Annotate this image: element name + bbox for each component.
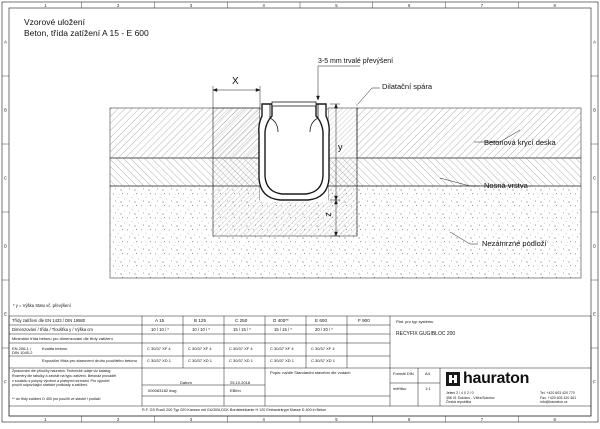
border-row-label: B <box>593 107 596 113</box>
product-name: RECYFIX GUGIBLOC 200 <box>396 331 456 337</box>
format-value: A4 <box>425 371 430 376</box>
dimension-y-label: y <box>338 142 343 152</box>
hauraton-logo-mark <box>446 372 460 386</box>
border-column-label: 7 <box>480 2 484 8</box>
border-row-label: A <box>4 39 7 45</box>
title-bottom: R.F. GS RuaX 200 Typ 020 Kanseo mit GUGIBLOCK Bordsteinkante H 120 Einbauiekrypt Klasse D 400 in Beton <box>142 408 327 412</box>
border-column-label: 3 <box>189 2 193 8</box>
table-label-row4a: EN 206-1 / DIN 1045-2 <box>12 346 33 355</box>
note-line: Rozměry dle tabulky a závislé na typu zatížení. Betonáž provádět <box>12 373 117 378</box>
border-row-label: B <box>4 107 7 113</box>
company-address <box>446 392 495 405</box>
border-column-label: 1 <box>44 2 47 8</box>
callout-concrete: Betonová krycí deska <box>484 138 556 147</box>
contact-line: Tel. +420 603 420 770 <box>540 391 575 395</box>
product-label: Plat. pro typ systému <box>396 319 434 324</box>
border-row-label: C <box>592 175 597 181</box>
dimension-x-label: X <box>232 76 239 87</box>
class-e600: E 600 <box>315 318 328 323</box>
class-c250: C 250 <box>235 318 248 323</box>
table-label-row5: Expoziční třída pro stanovení druhu použitého betonu <box>42 358 137 363</box>
concrete-a-e600: C 30/37 XF 4 <box>311 346 335 351</box>
table-notes <box>12 370 140 388</box>
company-contact <box>540 392 576 405</box>
note-line: v souladu s pokyny výrobce a platnými normami. Pro výpočet <box>12 378 110 383</box>
border-row-label: E <box>593 311 596 317</box>
dimension-x <box>213 86 260 108</box>
border-column-label: 3 <box>189 417 193 422</box>
address-line: 356 01 Sokolov - Vítěz/Sokolov <box>446 395 495 400</box>
border-column-label: 5 <box>335 2 338 8</box>
concrete-a-c250: C 30/37 XF 4 <box>229 346 253 351</box>
concrete-b-d400: C 30/37 XD 1 <box>270 358 295 363</box>
callout-overlay: 3-5 mm trvalé převýšení <box>318 58 394 65</box>
note-line: Zpracování dle příručky hauraton. Technické údaje viz katalog. <box>12 369 112 373</box>
date-label: Datum <box>180 380 192 385</box>
border-row-label: D <box>592 243 597 249</box>
scale-label: měřítko <box>393 386 407 391</box>
border-row-label: E <box>4 311 7 317</box>
format-label: Formát DIN <box>393 371 414 376</box>
drawing-subtitle: Beton, třída zatížení A 15 - E 600 <box>24 28 149 38</box>
callout-joint: Dilatační spára <box>382 82 433 91</box>
drawing-title: Vzorové uložení <box>24 17 85 27</box>
concrete-b-a15: C 30/37 XD 1 <box>147 358 172 363</box>
concrete-b-c250: C 30/37 XD 1 <box>229 358 254 363</box>
border-column-label: 8 <box>553 417 556 422</box>
concrete-b-b125: C 30/37 XD 1 <box>188 358 213 363</box>
callout-base: Nosná vrstva <box>484 181 528 190</box>
border-column-label: 2 <box>116 2 120 8</box>
date-value: 25.10.2018 <box>230 380 251 385</box>
concrete-a-a15: C 30/37 XF 4 <box>147 346 171 351</box>
dim-e600: 20 / 20 / * <box>315 327 333 332</box>
footnote-bottom: ** do třídy zatížení D 400 pro použití ve stavbě i podlaží <box>12 397 101 401</box>
dimension-z-label: z <box>322 212 333 217</box>
channel-grating <box>272 102 316 106</box>
table-label-row3: Minimální třída betonu pro dimenzování dle třídy zatížení <box>12 336 113 341</box>
concrete-a-d400: C 30/37 XF 4 <box>270 346 294 351</box>
callout-subsoil: Nezámrzné podloží <box>482 239 547 248</box>
table-label-row2: Dimenzování / třída / Tloušťka y / Výška cm <box>12 327 93 332</box>
concrete-a-b125: C 30/37 XF 4 <box>188 346 212 351</box>
border-column-label: 2 <box>116 417 120 422</box>
concrete-slab-right <box>357 108 581 158</box>
class-a15: A 15 <box>155 318 165 323</box>
footnote-top: * y = Výška Statu vč. převýšení <box>13 303 71 308</box>
border-row-label: D <box>3 243 8 249</box>
border-column-label: 4 <box>262 417 265 422</box>
table-label-row4b: Kvalita betonu <box>42 346 68 351</box>
class-b125: B 125 <box>194 318 207 323</box>
standard-label: Popis: na/dle Standardní stavební dle vodách <box>270 370 351 375</box>
border-column-label: 1 <box>44 417 47 422</box>
address-line: Česká republika <box>446 400 472 404</box>
company-brand: hauraton <box>463 370 530 387</box>
border-column-label: 8 <box>553 2 556 8</box>
dim-c250: 15 / 15 / * <box>233 327 251 332</box>
border-column-label: 6 <box>407 2 411 8</box>
drawn-by: EBihn <box>230 388 241 393</box>
border-row-label: F <box>593 379 596 385</box>
contact-line: Fax. +420 603 420 461 <box>540 395 577 400</box>
border-column-label: 6 <box>407 417 411 422</box>
dim-a15: 10 / 10 / * <box>151 327 169 332</box>
table-label-row1: Třídy zatížení dle EN 1433 / DIN 19580 <box>12 318 86 323</box>
address-line: Jeleni 2 / 4 0 2 / 0 <box>446 391 474 395</box>
border-column-label: 7 <box>480 417 484 422</box>
border-column-label: 5 <box>335 417 338 422</box>
contact-line: info@hauraton.cz <box>540 400 568 404</box>
drawing-number: 000083182 dwg <box>148 388 177 393</box>
dim-b125: 10 / 10 / * <box>192 327 210 332</box>
scale-value: 1:1 <box>425 386 431 391</box>
class-d400: D 400** <box>273 318 289 323</box>
border-row-label: F <box>4 379 7 385</box>
border-row-label: C <box>3 175 8 181</box>
border-row-label: A <box>593 39 596 45</box>
concrete-b-e600: C 30/37 XD 1 <box>311 358 336 363</box>
dim-d400: 15 / 15 / * <box>274 327 292 332</box>
class-f900: F 900 <box>358 318 370 323</box>
note-line: použít odpovídající statické podklady a zatížení. <box>12 383 89 388</box>
border-column-label: 4 <box>262 2 265 8</box>
